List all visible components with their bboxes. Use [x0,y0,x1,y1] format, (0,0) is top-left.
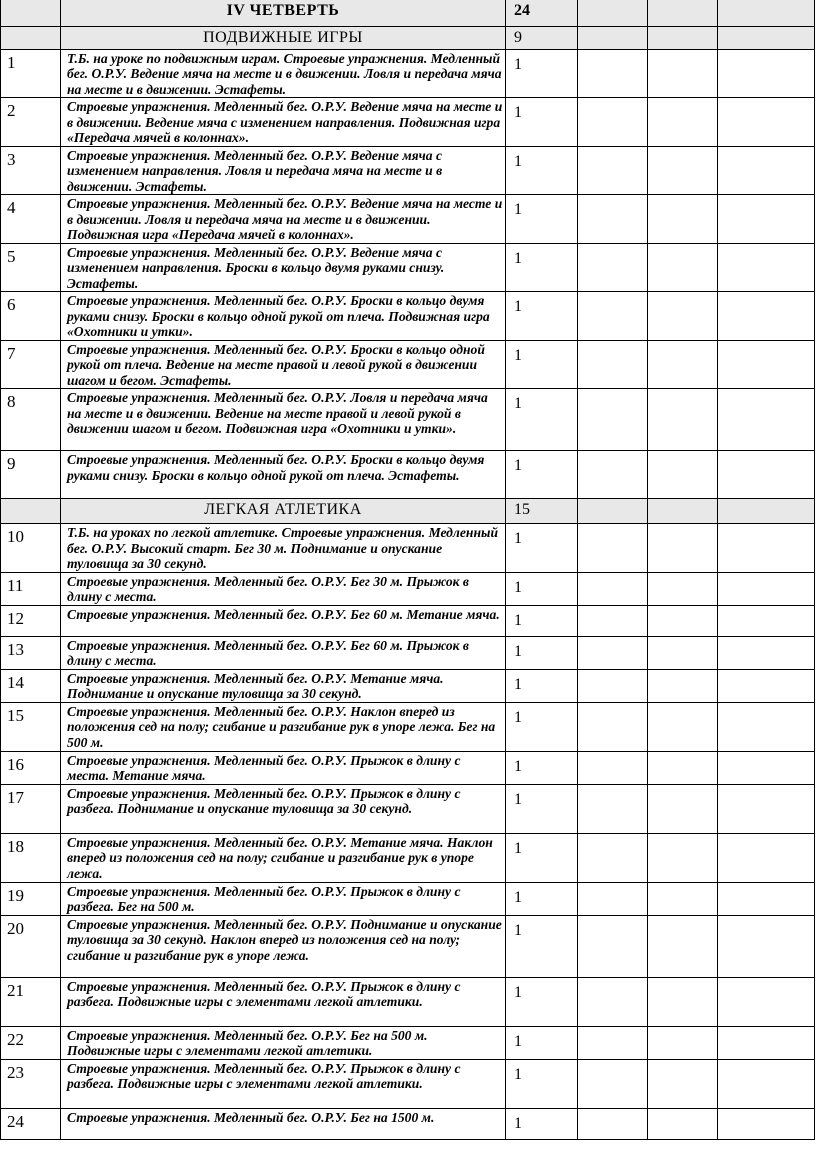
lesson-row [1,1026,815,1059]
lesson-row [1,833,815,882]
lesson-row [1,751,815,784]
quarter-header-row [1,0,815,26]
date-cell [578,702,648,751]
lesson-topic: Строевые упражнения. Медленный бег. О.Р.У. Ведение мяча с изменением направления. Ловля и передача мяча на месте и в движении. Эстафеты. [61,146,506,195]
lesson-hours: 1 [506,636,578,669]
date-cell [578,26,648,49]
lesson-row [1,915,815,977]
lesson-row [1,98,815,147]
lesson-hours: 1 [506,195,578,244]
date-cell [578,49,648,98]
date-cell [578,98,648,147]
section-title: ПОДВИЖНЫЕ ИГРЫ [61,26,506,49]
section-header-row [1,26,815,49]
lesson-row [1,977,815,1026]
note-cell [718,146,815,195]
lesson-row [1,784,815,833]
note-cell [718,340,815,389]
lesson-hours: 1 [506,451,578,499]
lesson-row [1,49,815,98]
note-cell [718,833,815,882]
lesson-number: 12 [1,605,61,636]
date-cell [648,499,718,524]
date-cell [578,1059,648,1108]
date-cell [648,49,718,98]
note-cell [718,572,815,605]
note-cell [718,605,815,636]
date-cell [648,636,718,669]
date-cell [578,0,648,26]
date-cell [648,572,718,605]
lesson-hours: 1 [506,524,578,573]
lesson-topic: Строевые упражнения. Медленный бег. О.Р.У. Ловля и передача мяча на месте и в движении. Ведение на месте правой и левой рукой в движении шагом и бегом. Подвижная игра «Охотники и утки». [61,389,506,451]
note-cell [718,915,815,977]
note-cell [718,451,815,499]
date-cell [648,195,718,244]
date-cell [648,702,718,751]
lesson-number: 21 [1,977,61,1026]
lesson-topic: Строевые упражнения. Медленный бег. О.Р.У. Бег 60 м. Прыжок в длину с места. [61,636,506,669]
lesson-number: 24 [1,1108,61,1139]
note-cell [718,389,815,451]
date-cell [648,977,718,1026]
note-cell [718,751,815,784]
lesson-hours: 1 [506,98,578,147]
lesson-topic: Строевые упражнения. Медленный бег. О.Р.У. Бег на 1500 м. [61,1108,506,1139]
lesson-topic: Строевые упражнения. Медленный бег. О.Р.У. Бег на 500 м. Подвижные игры с элементами легкой атлетики. [61,1026,506,1059]
lesson-row [1,605,815,636]
date-cell [648,292,718,341]
lesson-topic: Строевые упражнения. Медленный бег. О.Р.У. Метание мяча. Поднимание и опускание туловища за 30 секунд. [61,669,506,702]
lesson-row [1,340,815,389]
note-cell [718,669,815,702]
section-title: ЛЕГКАЯ АТЛЕТИКА [61,499,506,524]
lesson-topic: Строевые упражнения. Медленный бег. О.Р.У. Прыжок в длину с разбега. Поднимание и опускание туловища за 30 секунд. [61,784,506,833]
lesson-row [1,1059,815,1108]
note-cell [718,1026,815,1059]
lesson-hours: 1 [506,977,578,1026]
date-cell [578,636,648,669]
lesson-row [1,243,815,292]
lesson-row [1,389,815,451]
date-cell [648,605,718,636]
date-cell [578,146,648,195]
note-cell [718,1059,815,1108]
lesson-number: 14 [1,669,61,702]
date-cell [578,451,648,499]
date-cell [648,0,718,26]
lesson-row [1,882,815,915]
date-cell [578,292,648,341]
empty-cell [1,499,61,524]
lesson-topic: Строевые упражнения. Медленный бег. О.Р.У. Ведение мяча на месте и в движении. Ловля и передача мяча на месте и в движении. Подвижная игра «Передача мячей в колоннах». [61,195,506,244]
lesson-number: 10 [1,524,61,573]
date-cell [648,340,718,389]
date-cell [648,882,718,915]
lesson-number: 7 [1,340,61,389]
date-cell [648,524,718,573]
note-cell [718,49,815,98]
lesson-topic: Строевые упражнения. Медленный бег. О.Р.У. Наклон вперед из положения сед на полу; сгибание и разгибание рук в упоре лежа. Бег на 500 м. [61,702,506,751]
date-cell [578,340,648,389]
section-hours: 15 [506,499,578,524]
date-cell [648,669,718,702]
lesson-hours: 1 [506,1108,578,1139]
lesson-number: 16 [1,751,61,784]
lesson-topic: Строевые упражнения. Медленный бег. О.Р.У. Бег 60 м. Метание мяча. [61,605,506,636]
lesson-number: 1 [1,49,61,98]
lesson-topic: Строевые упражнения. Медленный бег. О.Р.У. Метание мяча. Наклон вперед из положения сед на полу; сгибание и разгибание рук в упоре лежа. [61,833,506,882]
lesson-hours: 1 [506,702,578,751]
date-cell [578,977,648,1026]
lesson-topic: Строевые упражнения. Медленный бег. О.Р.У. Броски в кольцо одной рукой от плеча. Ведение на месте правой и левой рукой в движении шагом и бегом. Эстафеты. [61,340,506,389]
date-cell [578,751,648,784]
lesson-hours: 1 [506,669,578,702]
lesson-hours: 1 [506,1026,578,1059]
lesson-number: 4 [1,195,61,244]
lesson-number: 20 [1,915,61,977]
date-cell [578,915,648,977]
note-cell [718,195,815,244]
lesson-row [1,195,815,244]
date-cell [648,751,718,784]
date-cell [578,243,648,292]
date-cell [648,389,718,451]
lesson-row [1,669,815,702]
section-header-row [1,499,815,524]
date-cell [648,243,718,292]
lesson-topic: Т.Б. на уроках по легкой атлетике. Строевые упражнения. Медленный бег. О.Р.У. Высокий старт. Бег 30 м. Поднимание и опускание туловища за 30 секунд. [61,524,506,573]
empty-cell [1,0,61,26]
lesson-topic: Строевые упражнения. Медленный бег. О.Р.У. Бег 30 м. Прыжок в длину с места. [61,572,506,605]
lesson-hours: 1 [506,292,578,341]
note-cell [718,1108,815,1139]
date-cell [648,26,718,49]
lesson-row [1,1108,815,1139]
lesson-hours: 1 [506,340,578,389]
lesson-hours: 1 [506,243,578,292]
quarter-hours: 24 [506,0,578,26]
note-cell [718,524,815,573]
lesson-hours: 1 [506,572,578,605]
date-cell [578,605,648,636]
lesson-topic: Строевые упражнения. Медленный бег. О.Р.У. Ведение мяча с изменением направления. Броски в кольцо двумя руками снизу. Эстафеты. [61,243,506,292]
lesson-hours: 1 [506,784,578,833]
note-cell [718,292,815,341]
empty-cell [1,26,61,49]
date-cell [648,1108,718,1139]
lesson-topic: Строевые упражнения. Медленный бег. О.Р.У. Прыжок в длину с места. Метание мяча. [61,751,506,784]
lesson-hours: 1 [506,882,578,915]
lesson-number: 8 [1,389,61,451]
date-cell [578,833,648,882]
date-cell [578,784,648,833]
lesson-row [1,572,815,605]
date-cell [648,146,718,195]
date-cell [648,784,718,833]
note-cell [718,636,815,669]
note-cell [718,0,815,26]
lesson-row [1,702,815,751]
lesson-number: 11 [1,572,61,605]
lesson-number: 15 [1,702,61,751]
lesson-number: 22 [1,1026,61,1059]
lesson-number: 3 [1,146,61,195]
date-cell [648,451,718,499]
lesson-number: 5 [1,243,61,292]
lesson-number: 2 [1,98,61,147]
note-cell [718,26,815,49]
date-cell [578,669,648,702]
note-cell [718,882,815,915]
date-cell [578,572,648,605]
lesson-number: 18 [1,833,61,882]
lesson-number: 6 [1,292,61,341]
date-cell [578,389,648,451]
lesson-number: 19 [1,882,61,915]
lesson-hours: 1 [506,751,578,784]
lesson-number: 13 [1,636,61,669]
lesson-row [1,146,815,195]
lesson-hours: 1 [506,605,578,636]
lesson-hours: 1 [506,1059,578,1108]
lesson-topic: Строевые упражнения. Медленный бег. О.Р.У. Ведение мяча на месте и в движении. Ведение мяча с изменением направления. Подвижная игра «Передача мячей в колоннах». [61,98,506,147]
lesson-topic: Строевые упражнения. Медленный бег. О.Р.У. Прыжок в длину с разбега. Бег на 500 м. [61,882,506,915]
date-cell [648,98,718,147]
date-cell [648,915,718,977]
date-cell [578,1026,648,1059]
date-cell [648,833,718,882]
section-hours: 9 [506,26,578,49]
note-cell [718,98,815,147]
note-cell [718,977,815,1026]
lesson-topic: Строевые упражнения. Медленный бег. О.Р.У. Броски в кольцо двумя руками снизу. Броски в кольцо одной рукой от плеча. Подвижная игра «Охотники и утки». [61,292,506,341]
lesson-topic: Строевые упражнения. Медленный бег. О.Р.У. Поднимание и опускание туловища за 30 секунд. Наклон вперед из положения сед на полу; сгибание и разгибание рук в упоре лежа. [61,915,506,977]
date-cell [578,882,648,915]
date-cell [578,1108,648,1139]
lesson-topic: Строевые упражнения. Медленный бег. О.Р.У. Прыжок в длину с разбега. Подвижные игры с элементами легкой атлетики. [61,1059,506,1108]
lesson-number: 9 [1,451,61,499]
lesson-row [1,636,815,669]
lesson-hours: 1 [506,389,578,451]
lesson-hours: 1 [506,833,578,882]
date-cell [578,195,648,244]
lesson-topic: Строевые упражнения. Медленный бег. О.Р.У. Броски в кольцо двумя руками снизу. Броски в кольцо одной рукой от плеча. Эстафеты. [61,451,506,499]
quarter-title: IV ЧЕТВЕРТЬ [61,0,506,26]
date-cell [648,1026,718,1059]
date-cell [648,1059,718,1108]
lesson-hours: 1 [506,915,578,977]
lesson-hours: 1 [506,146,578,195]
lesson-row [1,524,815,573]
lesson-topic: Строевые упражнения. Медленный бег. О.Р.У. Прыжок в длину с разбега. Подвижные игры с элементами легкой атлетики. [61,977,506,1026]
note-cell [718,499,815,524]
lesson-number: 17 [1,784,61,833]
lesson-number: 23 [1,1059,61,1108]
date-cell [578,524,648,573]
lesson-row [1,451,815,499]
lesson-topic: Т.Б. на уроке по подвижным играм. Строевые упражнения. Медленный бег. О.Р.У. Ведение мяча на месте и в движении. Ловля и передача мяча на месте и в движении. Эстафеты. [61,49,506,98]
note-cell [718,702,815,751]
lesson-hours: 1 [506,49,578,98]
lesson-row [1,292,815,341]
note-cell [718,243,815,292]
date-cell [578,499,648,524]
note-cell [718,784,815,833]
